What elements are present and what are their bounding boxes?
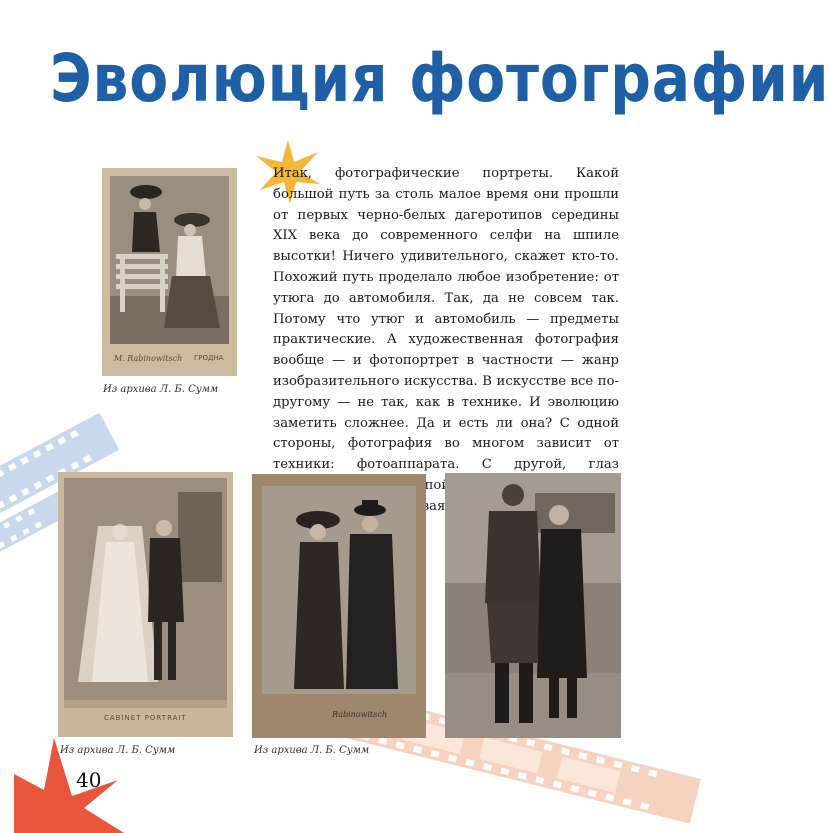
photo-couple-in-hats-image: [252, 474, 426, 738]
photo-soldier-and-woman: [445, 473, 621, 738]
photo-wedding-couple: [58, 472, 233, 737]
page-number: 40: [76, 768, 102, 792]
photo-two-women-image: [102, 168, 237, 376]
photo-wedding-couple-caption: Из архива Л. Б. Сумм: [60, 745, 176, 756]
film-strip-blue-lower-decoration: [0, 480, 60, 560]
photo-wedding-couple-image: [58, 472, 233, 737]
page-title: Эволюция фотографии: [50, 40, 829, 117]
photo-two-women: [102, 168, 237, 376]
photo-couple-in-hats: [252, 474, 426, 738]
photo-wedding-couple-studio-mark: CABINET PORTRAIT: [104, 714, 187, 722]
photo-couple-in-hats-studio-mark: Rabinowitsch: [332, 710, 387, 719]
body-paragraph: Итак, фотографические портреты. Какой большой путь за столь малое время они прошли от первых черно-белых дагеротипов середины XIX века до современного селфи на шпиле высотки! Ничего удивительного, скажет кто-то. Похожий путь проделало любое изобретение: от утюга до автомобиля. Так, да не совсем так. Потому что утюг и автомобиль — предметы практические. А художественная фотография вообще — и фотопортрет в частности — жанр изобразительного искусства. В искусстве все по-другому — не так, как в технике. И эволюцию заметить сложнее. Да и есть ли она? С одной стороны, фотография во многом зависит от техники: фотоаппарата. С другой, глаз: [273, 166, 619, 473]
photo-two-women-caption: Из архива Л. Б. Сумм: [103, 384, 219, 395]
photo-two-women-studio-mark: M. Rabinowitsch: [114, 354, 183, 363]
photo-two-women-city-mark: ГРОДНА: [194, 354, 224, 362]
photo-couple-in-hats-caption: Из архива Л. Б. Сумм: [254, 745, 370, 756]
photo-soldier-and-woman-image: [445, 473, 621, 738]
